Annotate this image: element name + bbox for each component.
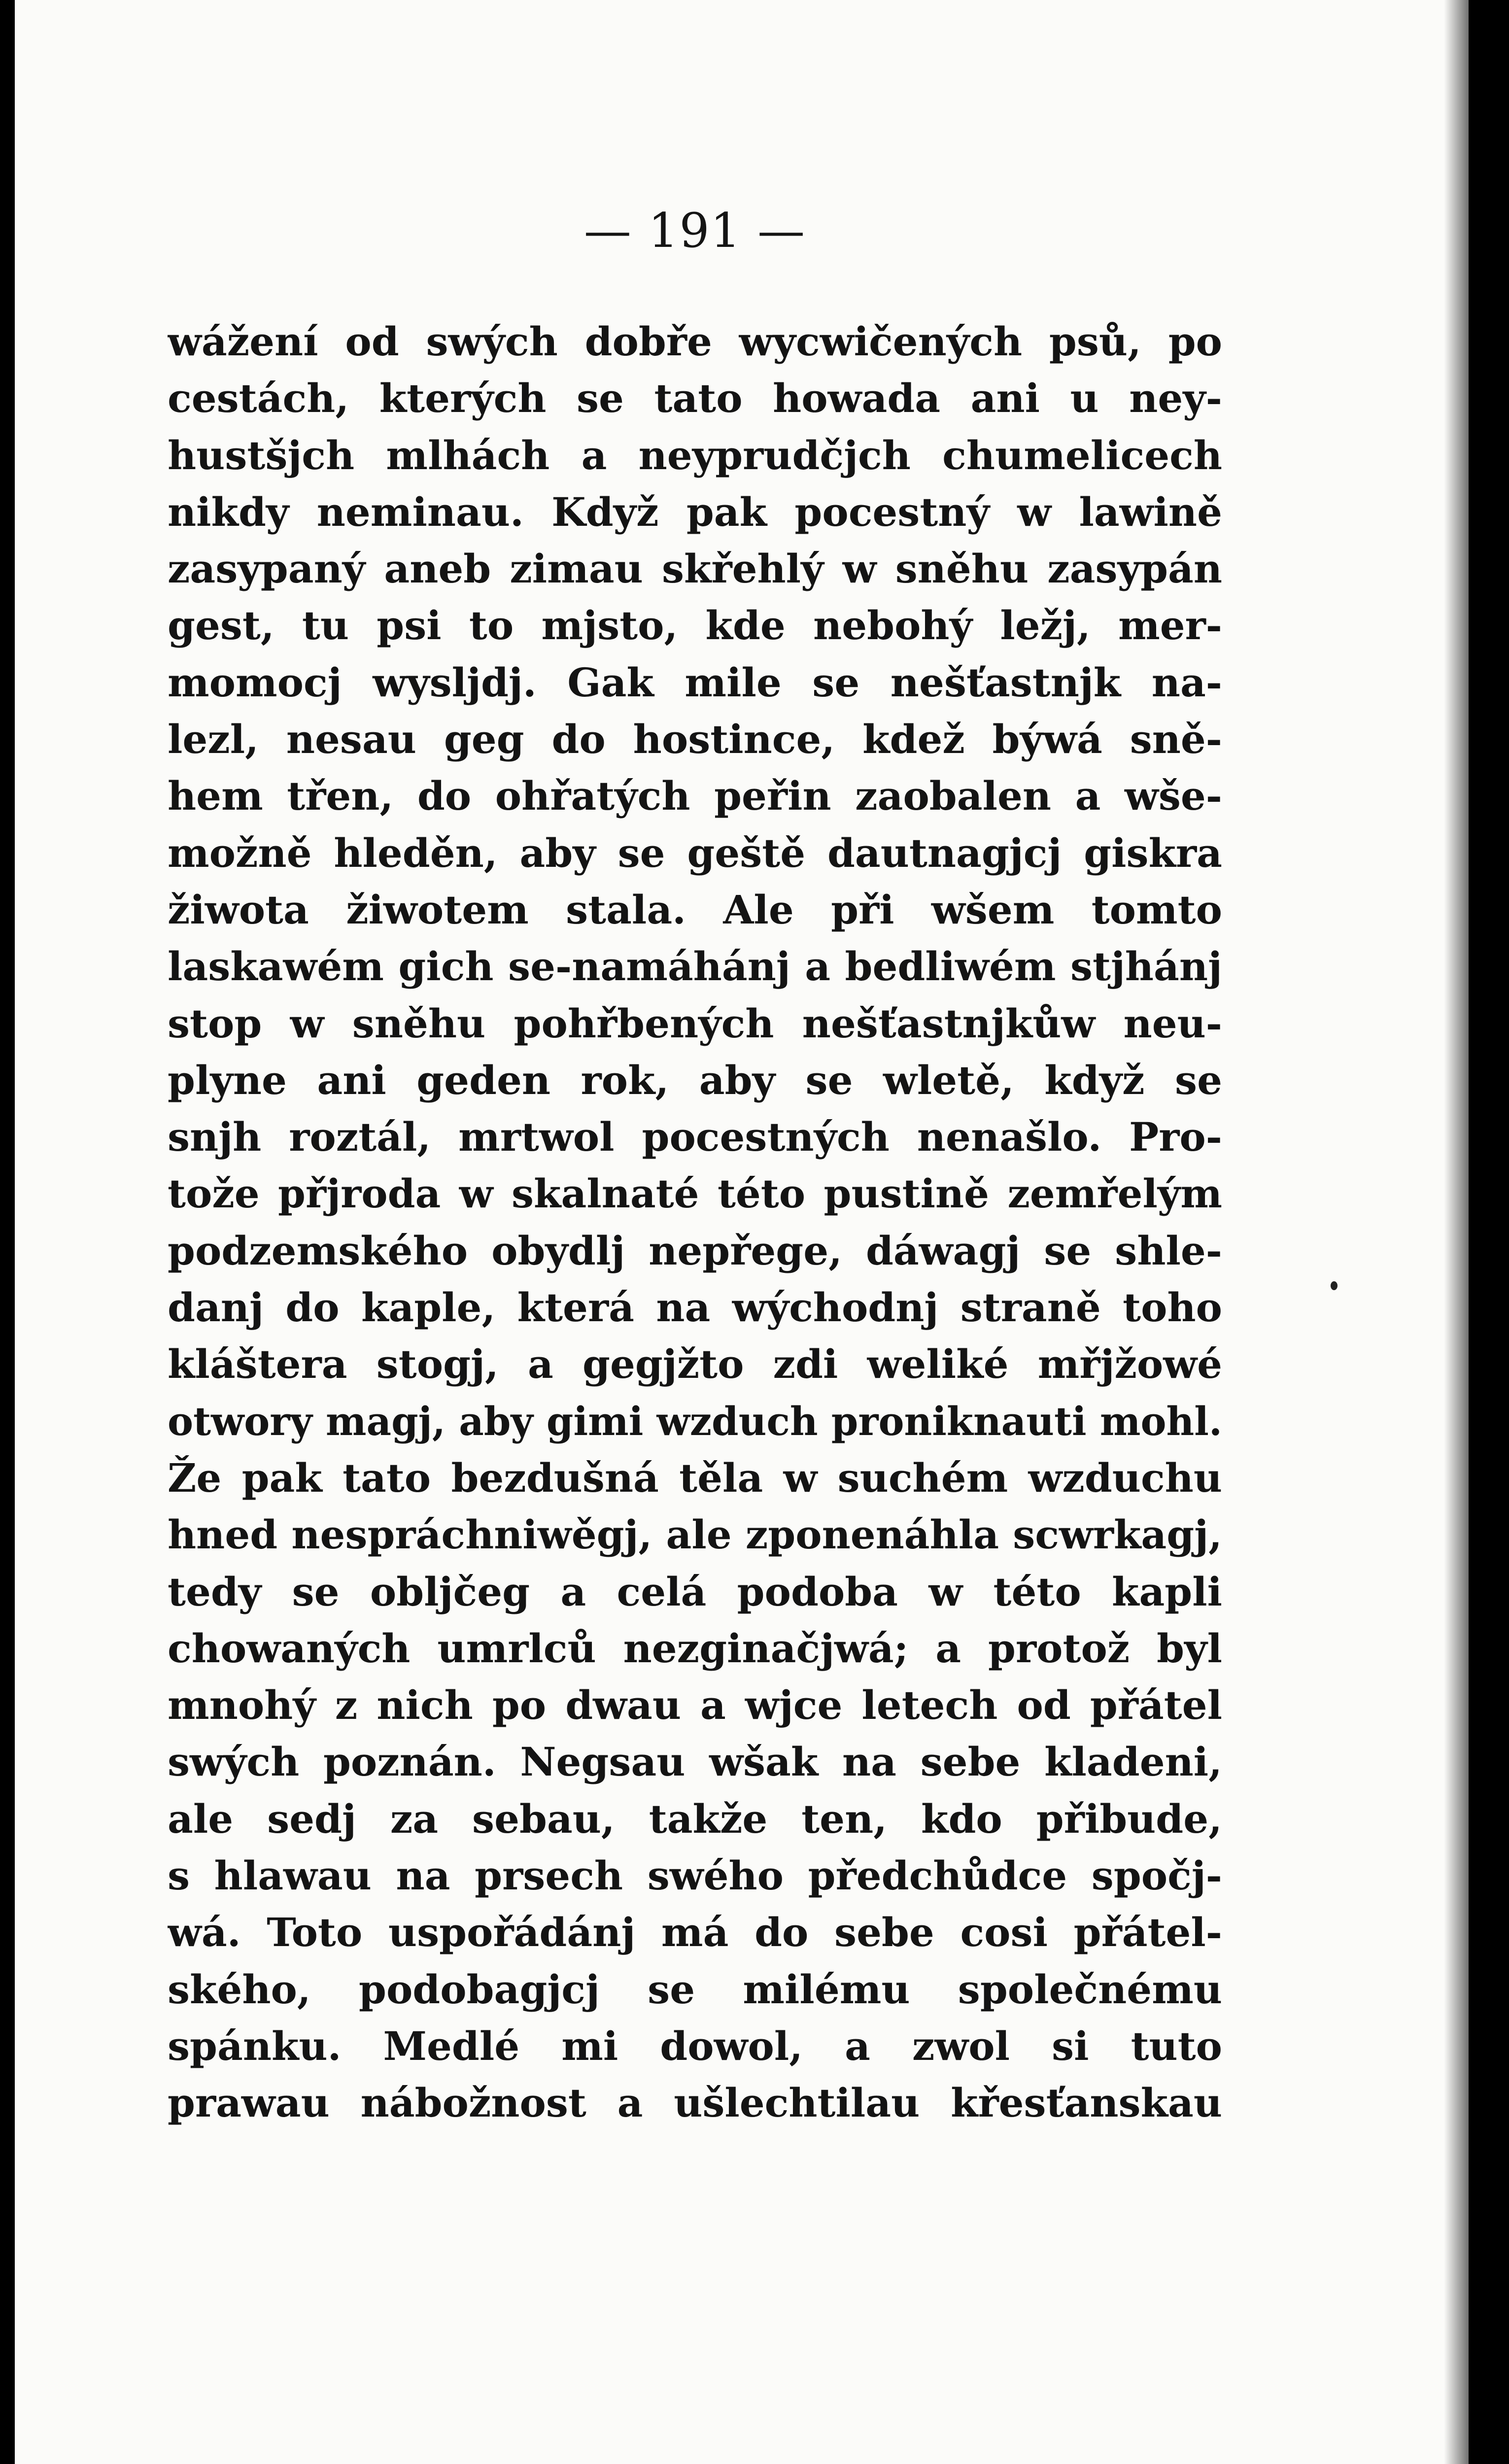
text-line: laskawém gich se-namáhánj a bedliwém stjhánj [168, 943, 1222, 990]
text-line: kláštera stogj, a gegjžto zdi weliké mřjžowé [168, 1341, 1222, 1388]
text-line: wážení od swých dobře wycwičených psů, po [168, 318, 1222, 365]
body-text [168, 313, 1222, 2132]
text-line: ského, podobagjcj se milému společnému [168, 1966, 1222, 2013]
text-line: momocj wysljdj. Gak mile se nešťastnjk na- [168, 659, 1222, 706]
text-line: chowaných umrlců nezginačjwá; a protož byl [168, 1625, 1222, 1672]
text-line: otwory magj, aby gimi wzduch proniknauti mohl. [168, 1398, 1223, 1444]
text-line: zasypaný aneb zimau skřehlý w sněhu zasypán [168, 546, 1222, 592]
text-line: žiwota žiwotem stala. Ale při wšem tomto [168, 886, 1222, 933]
gutter-shadow [1444, 0, 1469, 2464]
text-line: snjh roztál, mrtwol pocestných nenašlo. Pro- [168, 1114, 1222, 1161]
text-line: nikdy neminau. Když pak pocestný w lawině [168, 488, 1222, 535]
text-line: podzemského obydlj nepřege, dáwagj se shle- [168, 1227, 1222, 1274]
text-line: ale sedj za sebau, takže ten, kdo přibude, [168, 1795, 1222, 1842]
text-line: spánku. Medlé mi dowol, a zwol si tuto [168, 2022, 1222, 2069]
book-spine-edge [1471, 0, 1509, 2464]
text-line: hustšjch mlhách a neyprudčjch chumelicech [168, 432, 1222, 479]
text-line: gest, tu psi to mjsto, kde nebohý ležj, mer- [168, 602, 1222, 649]
text-line: hned nespráchniwěgj, ale zponenáhla scwrkagj, [168, 1511, 1222, 1558]
text-line: tedy se obljčeg a celá podoba w této kapli [168, 1568, 1222, 1615]
text-line: hem třen, do ohřatých peřin zaobalen a wše- [168, 773, 1222, 820]
text-line: cestách, kterých se tato howada ani u ney- [168, 375, 1222, 422]
text-line: mnohý z nich po dwau a wjce letech od přátel [168, 1682, 1222, 1729]
page-number: — 191 — [583, 203, 806, 258]
text-line: možně hleděn, aby se geště dautnagjcj giskra [168, 829, 1222, 876]
text-line: plyne ani geden rok, aby se wletě, když se [168, 1057, 1222, 1103]
text-line: prawau nábožnost a ušlechtilau křesťanskau [168, 2080, 1222, 2126]
text-line: swých poznán. Negsau wšak na sebe kladeni, [168, 1739, 1222, 1785]
text-line: Že pak tato bezdušná těla w suchém wzduchu [168, 1454, 1222, 1501]
text-line: stop w sněhu pohřbených nešťastnjkůw neu- [168, 1000, 1222, 1047]
text-line: wá. Toto uspořádánj má do sebe cosi přátel- [168, 1909, 1222, 1956]
text-line: danj do kaple, která na wýchodnj straně toho [168, 1284, 1222, 1331]
text-line: s hlawau na prsech swého předchůdce spočj- [168, 1852, 1222, 1899]
text-line: tože přjroda w skalnaté této pustině zemřelým [168, 1170, 1222, 1217]
scan-speck [1331, 1281, 1338, 1290]
text-line: lezl, nesau geg do hostince, kdež býwá sně- [168, 716, 1222, 763]
book-page [168, 203, 1223, 2227]
